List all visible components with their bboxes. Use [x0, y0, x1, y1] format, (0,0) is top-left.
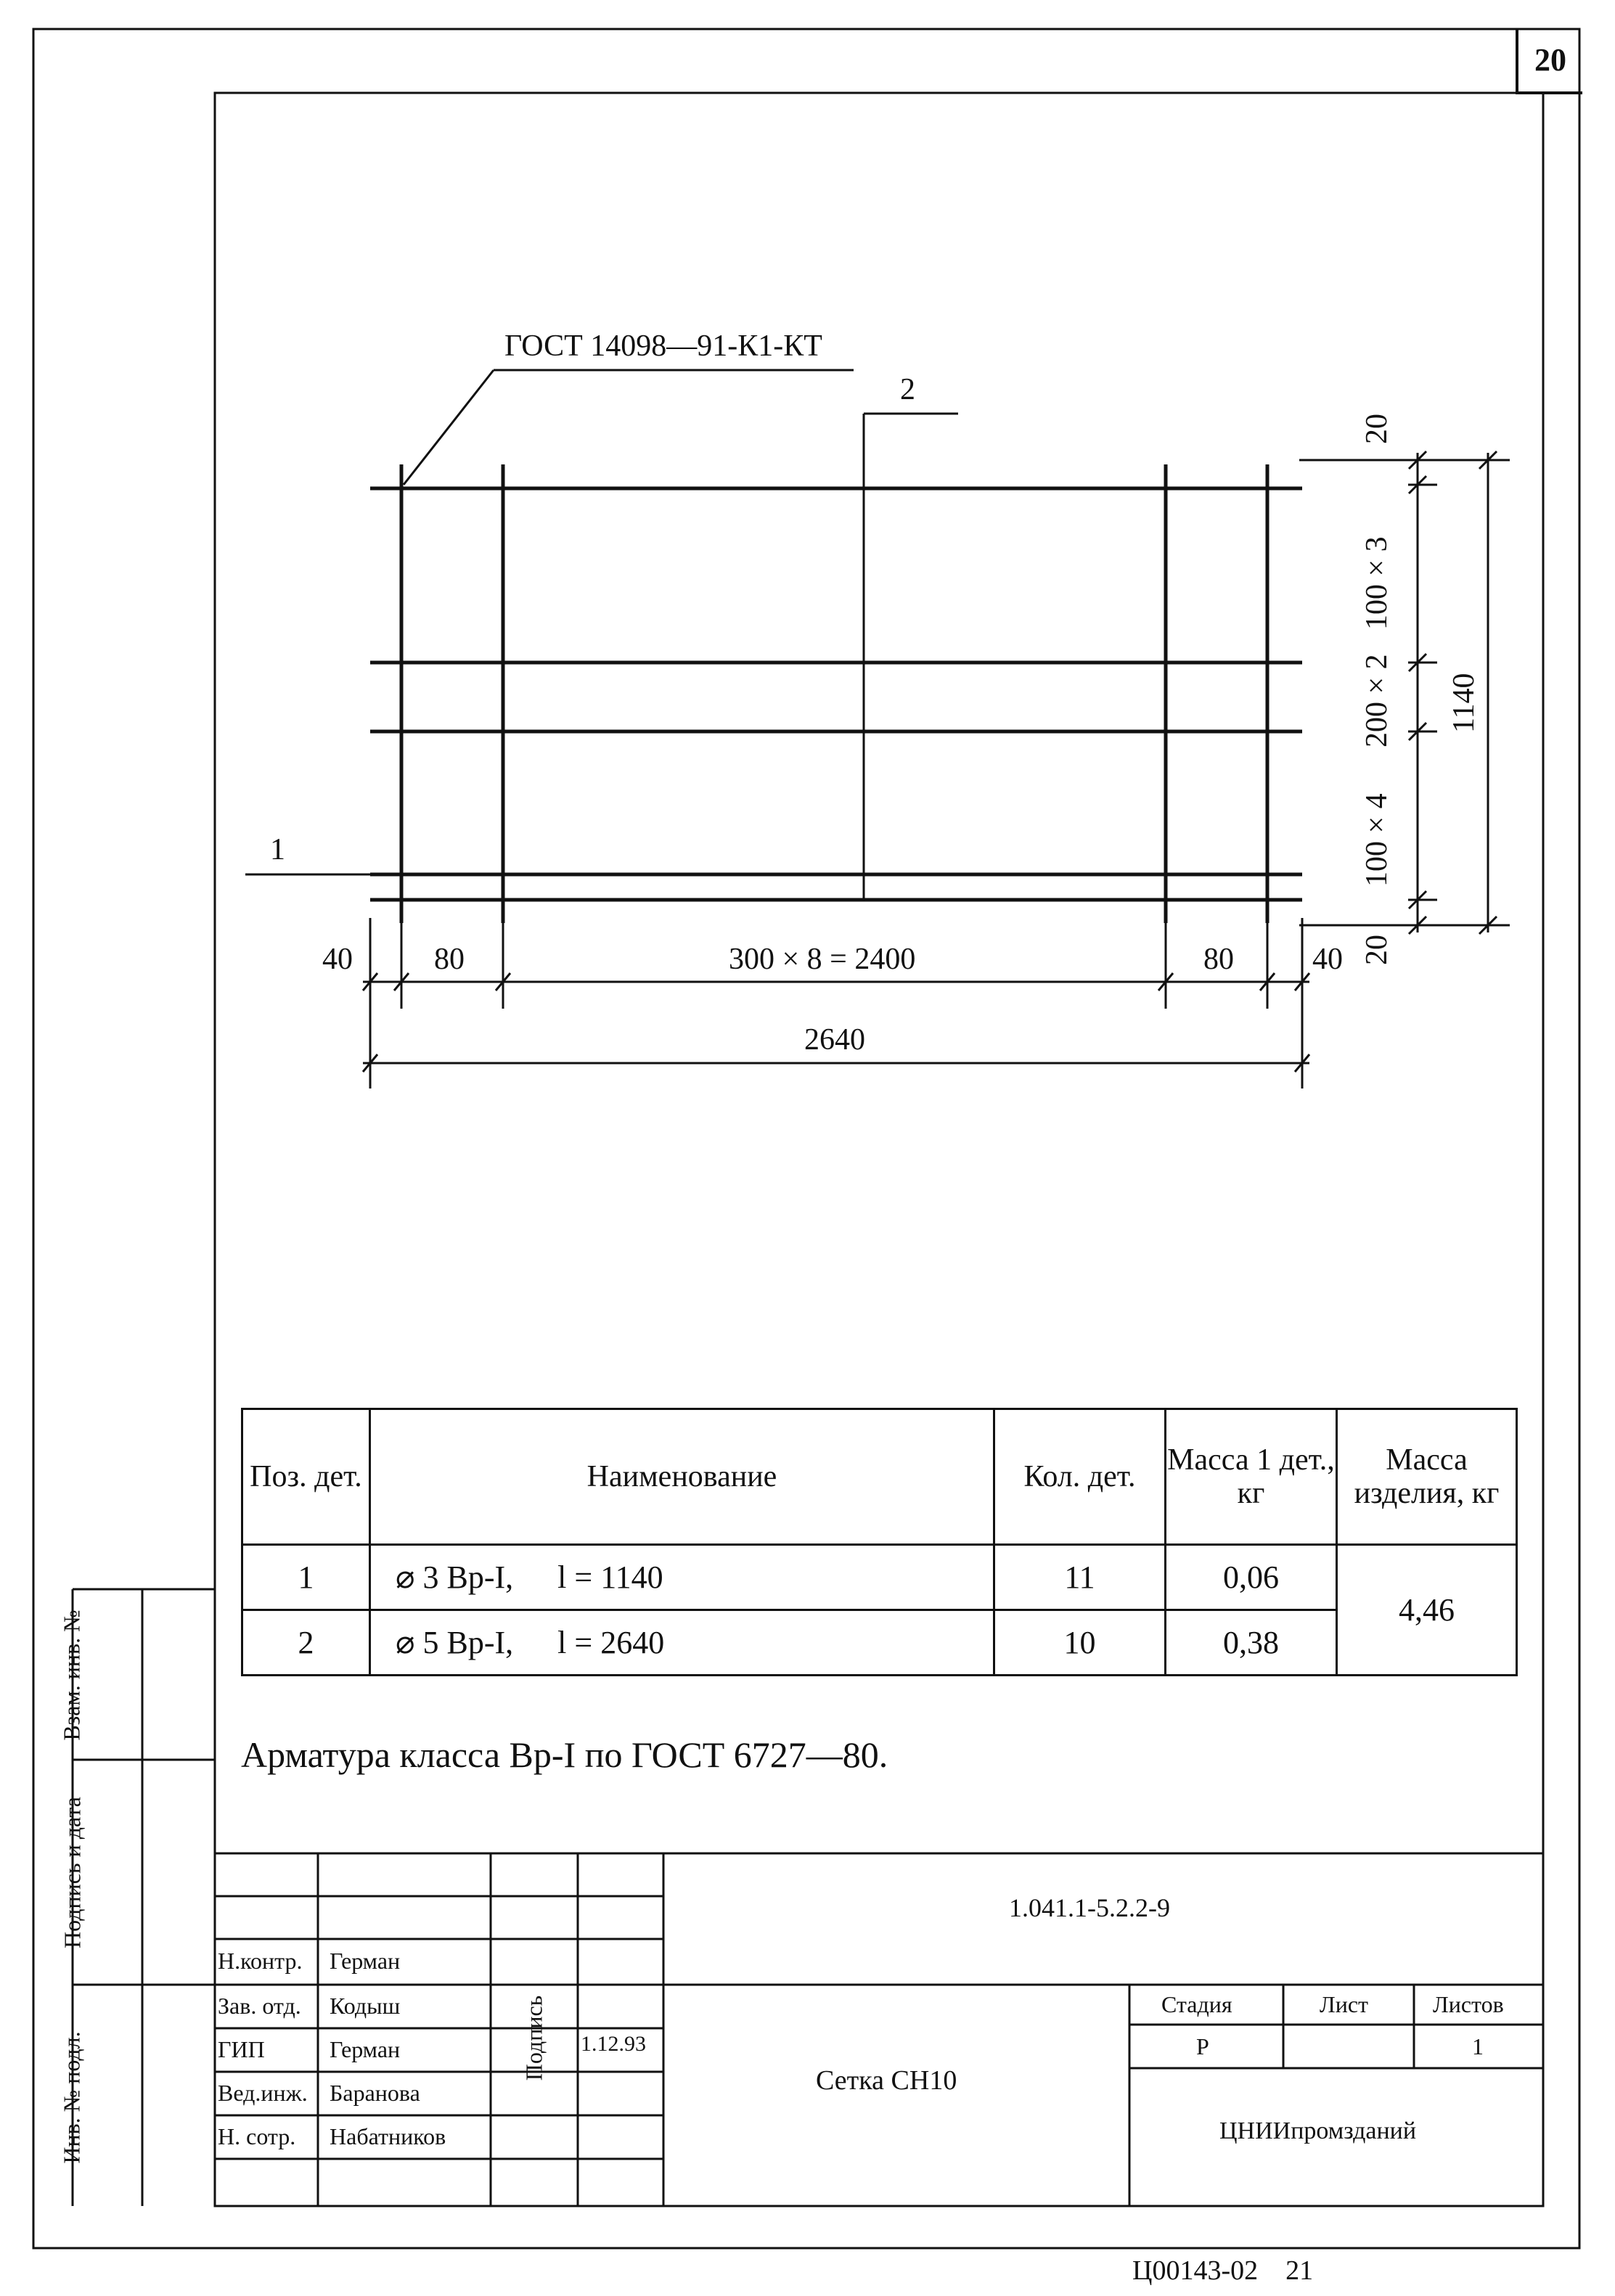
stage-value: Р — [1196, 2033, 1209, 2059]
reinforcement-note: Арматура класса Вр-I по ГОСТ 6727—80. — [241, 1734, 888, 1775]
dim-80-right: 80 — [1203, 943, 1234, 976]
dim-20-top: 20 — [1360, 414, 1394, 444]
row-qty: 11 — [994, 1545, 1166, 1610]
side-label-inv-podl: Инв. № подл. — [58, 2031, 85, 2164]
mass-total: 4,46 — [1337, 1545, 1517, 1676]
dim-200x2: 200 × 2 — [1360, 654, 1394, 747]
header-name: Наименование — [370, 1409, 994, 1545]
bar-length: l = 2640 — [557, 1624, 665, 1660]
stage-header: Стадия — [1161, 1991, 1232, 2017]
role-n-sotr: Н. сотр. — [218, 2123, 296, 2149]
dim-2640: 2640 — [804, 1023, 865, 1057]
position-1-label: 1 — [270, 833, 285, 866]
dim-40-right: 40 — [1312, 943, 1343, 976]
dim-300x8: 300 × 8 = 2400 — [729, 943, 916, 976]
dim-20-bottom: 20 — [1360, 935, 1394, 965]
bar-length: l = 1140 — [557, 1559, 663, 1595]
dim-80-left: 80 — [434, 943, 465, 976]
dim-100x4: 100 × 4 — [1360, 793, 1394, 887]
role-ved-inzh: Вед.инж. — [218, 2080, 308, 2106]
name-n-sotr: Набатников — [330, 2123, 446, 2149]
header-pos: Поз. дет. — [242, 1409, 370, 1545]
document-code: 1.041.1-5.2.2-9 — [1009, 1893, 1170, 1922]
signature-column-label: Подпись — [520, 1995, 547, 2081]
row-pos: 2 — [242, 1610, 370, 1676]
header-qty: Кол. дет. — [994, 1409, 1166, 1545]
sheet-header: Лист — [1320, 1991, 1369, 2017]
role-zav-otd: Зав. отд. — [218, 1993, 301, 2019]
row-mass-one: 0,38 — [1166, 1610, 1337, 1676]
name-gip: Герман — [330, 2036, 401, 2062]
dim-40-left: 40 — [322, 943, 353, 976]
role-n-kontr: Н.контр. — [218, 1948, 303, 1974]
dim-1140: 1140 — [1447, 673, 1481, 733]
bar-designation: ⌀ 3 Вр-I, — [396, 1559, 514, 1595]
side-label-podpis-data: Подпись и дата — [59, 1797, 86, 1948]
header-mass-total: Масса изделия, кг — [1337, 1409, 1517, 1545]
name-n-kontr: Герман — [330, 1948, 401, 1974]
bar-designation: ⌀ 5 Вр-I, — [396, 1624, 514, 1660]
sheets-header: Листов — [1433, 1991, 1504, 2017]
role-gip: ГИП — [218, 2036, 265, 2062]
name-ved-inzh: Баранова — [330, 2080, 420, 2106]
header-mass-one: Масса 1 дет., кг — [1166, 1409, 1337, 1545]
drawing-title: Сетка СН10 — [816, 2065, 957, 2096]
sign-date: 1.12.93 — [581, 2032, 646, 2056]
row-mass-one: 0,06 — [1166, 1545, 1337, 1610]
sheets-value: 1 — [1472, 2033, 1484, 2059]
page-number: 20 — [1516, 29, 1582, 94]
name-zav-otd: Кодыш — [330, 1993, 401, 2019]
side-label-vzam-inv: Взам. инв. № — [58, 1610, 85, 1741]
organization: ЦНИИпромзданий — [1219, 2117, 1417, 2144]
row-pos: 1 — [242, 1545, 370, 1610]
gost-leader-label: ГОСТ 14098—91-К1-КТ — [504, 329, 822, 363]
footer-code: Ц00143-02 21 — [1132, 2255, 1314, 2286]
row-qty: 10 — [994, 1610, 1166, 1676]
position-2-label: 2 — [900, 373, 915, 406]
dim-100x3: 100 × 3 — [1360, 536, 1394, 630]
